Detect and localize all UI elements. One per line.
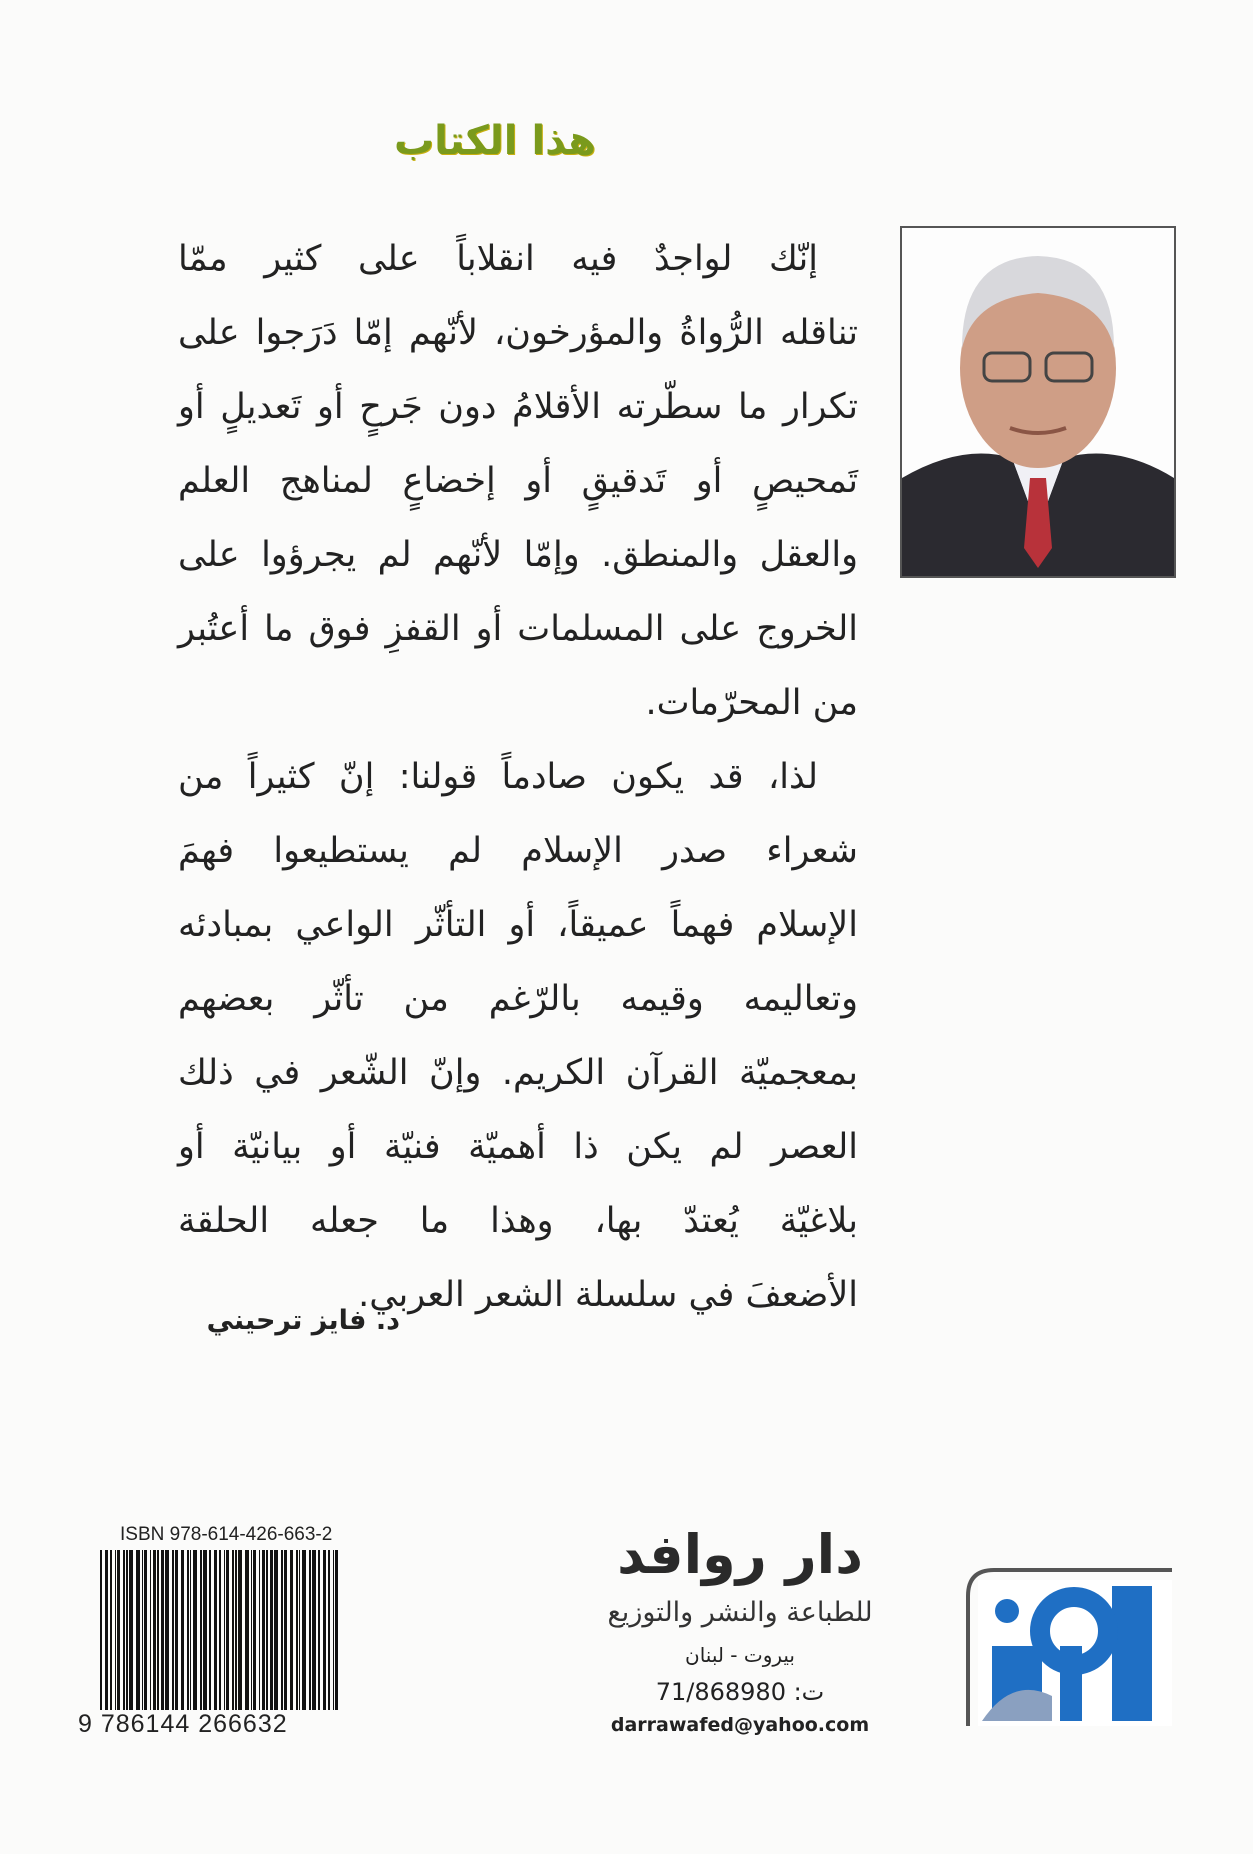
- text-line: شعراء صدر الإسلام لم يستطيعوا فهمَ: [178, 831, 858, 871]
- barcode-bar: [251, 1550, 252, 1710]
- barcode-bar: [187, 1550, 189, 1710]
- barcode-bar: [126, 1550, 128, 1710]
- isbn-label: ISBN 978-614-426-663-2: [120, 1524, 333, 1545]
- barcode-bar: [153, 1550, 156, 1710]
- barcode-bar: [284, 1550, 287, 1710]
- barcode-bar: [193, 1550, 197, 1710]
- author-photo: [900, 226, 1176, 578]
- barcode-bar: [262, 1550, 265, 1710]
- barcode: [100, 1550, 340, 1710]
- barcode-bar: [238, 1550, 242, 1710]
- barcode-bar: [203, 1550, 207, 1710]
- publisher-phone: ت: 71/868980: [655, 1678, 825, 1706]
- text-line: والعقل والمنطق. وإمّا لأنّهم لم يجرؤوا على: [178, 535, 858, 575]
- barcode-bar: [115, 1550, 116, 1710]
- text-line: تَمحيصٍ أو تَدقيقٍ أو إخضاعٍ لمناهج العلم: [178, 461, 858, 501]
- barcode-bar: [165, 1550, 169, 1710]
- book-blurb: [178, 222, 858, 1332]
- barcode-bar: [129, 1550, 133, 1710]
- publisher-subtitle: للطباعة والنشر والتوزيع: [607, 1597, 873, 1628]
- section-title: هذا الكتاب: [393, 118, 596, 164]
- text-line: العصر لم يكن ذا أهميّة فنيّة أو بيانيّة أو: [178, 1127, 858, 1167]
- barcode-bar: [312, 1550, 316, 1710]
- text-line: الخروج على المسلمات أو القفزِ فوق ما أعتُبر: [178, 609, 858, 649]
- barcode-bar: [142, 1550, 143, 1710]
- barcode-bar: [136, 1550, 140, 1710]
- barcode-bar: [224, 1550, 225, 1710]
- barcode-bar: [245, 1550, 249, 1710]
- barcode-bar: [175, 1550, 178, 1710]
- barcode-bar: [144, 1550, 147, 1710]
- barcode-bar: [226, 1550, 229, 1710]
- barcode-number: 9 786144 266632: [78, 1710, 288, 1738]
- publisher-city: بيروت - لبنان: [685, 1643, 795, 1667]
- barcode-bar: [328, 1550, 330, 1710]
- barcode-bar: [150, 1550, 151, 1710]
- barcode-bar: [232, 1550, 234, 1710]
- text-line: من المحرّمات.: [645, 683, 858, 723]
- barcode-bar: [299, 1550, 300, 1710]
- barcode-bar: [302, 1550, 306, 1710]
- text-line: إنّك لواجدٌ فيه انقلاباً على كثير ممّا: [178, 239, 818, 279]
- barcode-bar: [253, 1550, 256, 1710]
- text-line: وتعاليمه وقيمه بالرّغم من تأثّر بعضهم: [178, 979, 858, 1019]
- text-line: الإسلام فهماً عميقاً، أو التأثّر الواعي بمبادئه: [178, 905, 858, 945]
- barcode-bar: [214, 1550, 217, 1710]
- publisher-logo: [962, 1556, 1176, 1726]
- barcode-bar: [181, 1550, 184, 1710]
- barcode-bar: [157, 1550, 159, 1710]
- barcode-bar: [235, 1550, 237, 1710]
- paragraph-1: [178, 222, 858, 740]
- text-line: بمعجميّة القرآن الكريم. وإنّ الشّعر في ذلك: [178, 1053, 858, 1093]
- barcode-bar: [172, 1550, 174, 1710]
- barcode-bar: [333, 1550, 334, 1710]
- barcode-bar: [117, 1550, 120, 1710]
- barcode-bar: [318, 1550, 320, 1710]
- author-signature: د. فايز ترحيني: [206, 1305, 400, 1336]
- barcode-bar: [266, 1550, 268, 1710]
- barcode-bar: [309, 1550, 311, 1710]
- publisher-name: دار روافد: [617, 1523, 863, 1586]
- text-line: تناقله الرُّواةُ والمؤرخون، لأنّهم إمّا دَرَجوا على: [178, 313, 858, 353]
- publisher-email: darrawafed@yahoo.com: [610, 1714, 870, 1736]
- publisher-info: [560, 1520, 920, 1740]
- barcode-bar: [270, 1550, 273, 1710]
- barcode-bar: [296, 1550, 298, 1710]
- text-line: تكرار ما سطّرته الأقلامُ دون جَرحٍ أو تَعديلٍ أو: [178, 387, 858, 427]
- barcode-bar: [110, 1550, 112, 1710]
- barcode-bar: [274, 1550, 278, 1710]
- text-line: الأضعفَ في سلسلة الشعر العربي.: [358, 1275, 858, 1315]
- barcode-bar: [190, 1550, 191, 1710]
- barcode-bar: [219, 1550, 221, 1710]
- barcode-bar: [100, 1550, 102, 1710]
- barcode-bar: [335, 1550, 338, 1710]
- barcode-bar: [281, 1550, 283, 1710]
- barcode-bar: [259, 1550, 260, 1710]
- barcode-bar: [209, 1550, 211, 1710]
- text-line: لذا، قد يكون صادماً قولنا: إنّ كثيراً من: [178, 757, 818, 797]
- barcode-bar: [123, 1550, 125, 1710]
- barcode-bar: [161, 1550, 164, 1710]
- paragraph-2: [178, 740, 858, 1332]
- barcode-bar: [323, 1550, 326, 1710]
- barcode-bar: [200, 1550, 202, 1710]
- barcode-bar: [290, 1550, 293, 1710]
- text-line: بلاغيّة يُعتدّ بها، وهذا ما جعله الحلقة: [178, 1201, 858, 1241]
- barcode-bar: [105, 1550, 108, 1710]
